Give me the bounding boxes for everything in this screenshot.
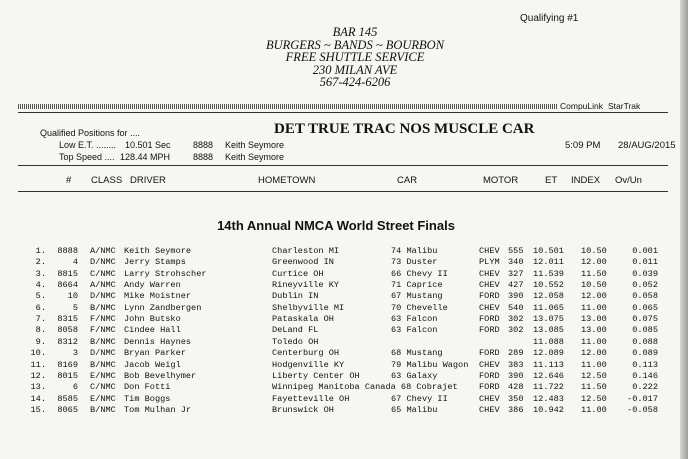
- table-cell-car: 71 Caprice: [391, 280, 443, 291]
- table-cell-class: B/NMC: [90, 359, 116, 370]
- table-cell-number: 8312: [57, 336, 78, 347]
- table-cell-et: 13.075: [533, 314, 564, 325]
- table-cell-class: A/NMC: [90, 246, 116, 256]
- header-line: 230 MILAN AVE: [312, 62, 398, 77]
- table-cell-number: 8664: [57, 280, 78, 291]
- table-cell-et: 11.065: [533, 302, 564, 313]
- table-cell-make: CHEV: [479, 246, 500, 256]
- table-cell-ovun: 0.088: [632, 336, 658, 347]
- table-cell-driver: Keith Seymore: [124, 246, 192, 256]
- qualified-title: Qualified Positions for ....: [40, 128, 141, 138]
- table-cell-ovun: 0.075: [632, 314, 658, 325]
- table-cell-class: D/NMC: [90, 291, 116, 302]
- low-et-value: 10.501 Sec: [125, 140, 171, 150]
- table-cell-class: D/NMC: [90, 257, 116, 268]
- low-et-car: 8888: [193, 140, 214, 150]
- table-cell-ovun: 0.011: [632, 257, 658, 268]
- table-cell-class: F/NMC: [90, 325, 116, 336]
- section-title: [0, 218, 688, 233]
- software-name-compulink: CompuLink: [560, 101, 603, 111]
- table-cell-car: 79 Malibu Wagon: [391, 359, 469, 370]
- table-row: [0, 405, 688, 416]
- table-cell-make: CHEV: [479, 280, 500, 291]
- table-cell-ovun: 0.001: [632, 246, 658, 256]
- table-cell-make: FORD: [479, 325, 500, 336]
- table-cell-class: F/NMC: [90, 314, 116, 325]
- col-header-hometown: HOMETOWN: [258, 175, 316, 186]
- divider-line: [18, 191, 668, 192]
- col-header-motor: MOTOR: [483, 175, 519, 186]
- table-row: [0, 382, 688, 393]
- header-line: BAR 145: [332, 25, 378, 39]
- table-cell-pos: 6.: [35, 302, 46, 313]
- table-cell-et: 11.113: [533, 359, 564, 370]
- table-cell-pos: 3.: [35, 268, 46, 279]
- col-header-car: CAR: [397, 175, 418, 186]
- table-cell-index: 12.00: [581, 291, 607, 302]
- table-cell-pos: 8.: [35, 325, 46, 336]
- table-cell-pos: 10.: [30, 348, 46, 359]
- table-cell-hometown: Winnipeg Manitoba Canada 68 Cobrajet: [272, 382, 458, 393]
- table-cell-driver: Jerry Stamps: [124, 257, 186, 268]
- table-cell-hometown: Greenwood IN: [272, 257, 334, 268]
- header-line: BURGERS ~ BANDS ~ BOURBON: [265, 37, 445, 52]
- table-cell-number: 8585: [57, 393, 78, 404]
- table-cell-number: 8888: [57, 246, 78, 256]
- table-cell-index: 11.50: [581, 382, 607, 393]
- table-cell-index: 10.50: [581, 280, 607, 291]
- table-cell-et: 12.483: [533, 393, 564, 404]
- header-line: FREE SHUTTLE SERVICE: [285, 50, 425, 65]
- table-cell-ovun: 0.065: [632, 302, 658, 313]
- table-cell-et: 10.942: [533, 404, 564, 415]
- top-speed-car: 8888: [193, 152, 214, 162]
- table-cell-ovun: 0.089: [632, 348, 658, 359]
- table-cell-car: 73 Duster: [391, 257, 438, 268]
- table-cell-car: 67 Mustang: [391, 291, 443, 302]
- event-time: 5:09 PM: [565, 140, 601, 151]
- table-cell-cid: 540: [508, 302, 524, 313]
- table-cell-number: 3: [72, 348, 78, 359]
- table-cell-car: 63 Galaxy: [391, 370, 438, 381]
- table-cell-hometown: Pataskala OH: [272, 314, 334, 325]
- header-line: 567-424-6206: [319, 75, 391, 90]
- table-cell-pos: 5.: [35, 291, 46, 302]
- table-row: [0, 337, 688, 348]
- col-header-et: ET: [545, 175, 558, 186]
- table-row: [0, 360, 688, 371]
- table-cell-hometown: Hodgenville KY: [272, 359, 345, 370]
- table-cell-make: CHEV: [479, 359, 500, 370]
- low-et-driver: Keith Seymore: [225, 140, 285, 150]
- table-cell-driver: Tim Boggs: [124, 393, 171, 404]
- table-cell-number: 8815: [57, 268, 78, 279]
- table-cell-et: 10.552: [533, 280, 564, 291]
- table-cell-car: 67 Chevy II: [391, 393, 448, 404]
- table-cell-index: 12.50: [581, 370, 607, 381]
- table-cell-pos: 4.: [35, 280, 46, 291]
- table-cell-pos: 1.: [35, 246, 46, 256]
- table-cell-index: 11.00: [581, 336, 607, 347]
- table-cell-class: B/NMC: [90, 336, 116, 347]
- table-cell-et: 12.089: [533, 348, 564, 359]
- table-cell-et: 12.058: [533, 291, 564, 302]
- table-cell-car: 68 Mustang: [391, 348, 443, 359]
- table-cell-car: 74 Malibu: [391, 246, 438, 256]
- table-cell-cid: 390: [508, 291, 524, 302]
- table-cell-number: 8058: [57, 325, 78, 336]
- table-cell-index: 11.50: [581, 268, 607, 279]
- col-header-pos: #: [66, 175, 72, 186]
- table-cell-pos: 11.: [30, 359, 46, 370]
- table-cell-hometown: Liberty Center OH: [272, 370, 360, 381]
- table-cell-make: CHEV: [479, 404, 500, 415]
- table-row: [0, 348, 688, 359]
- table-cell-pos: 7.: [35, 314, 46, 325]
- table-cell-hometown: Dublin IN: [272, 291, 319, 302]
- table-cell-make: FORD: [479, 370, 500, 381]
- table-cell-class: C/NMC: [90, 268, 116, 279]
- table-cell-driver: Bryan Parker: [124, 348, 186, 359]
- table-cell-number: 10: [67, 291, 78, 302]
- top-speed-label: Top Speed ....: [59, 152, 115, 162]
- table-cell-driver: John Butsko: [124, 314, 181, 325]
- table-cell-cid: 427: [508, 280, 524, 291]
- table-cell-ovun: 0.222: [632, 382, 658, 393]
- table-cell-car: 65 Malibu: [391, 404, 438, 415]
- table-cell-class: E/NMC: [90, 393, 116, 404]
- table-cell-hometown: Centerburg OH: [272, 348, 340, 359]
- table-cell-ovun: -0.058: [627, 404, 658, 415]
- table-cell-driver: Jacob Weigl: [124, 359, 181, 370]
- table-cell-ovun: 0.052: [632, 280, 658, 291]
- table-cell-number: 6: [72, 382, 78, 393]
- table-cell-hometown: Fayetteville OH: [272, 393, 350, 404]
- table-cell-hometown: Brunswick OH: [272, 404, 334, 415]
- table-cell-class: C/NMC: [90, 382, 116, 393]
- table-cell-cid: 350: [508, 393, 524, 404]
- table-cell-car: 63 Falcon: [391, 325, 438, 336]
- table-cell-ovun: 0.058: [632, 291, 658, 302]
- table-cell-cid: 428: [508, 382, 524, 393]
- table-cell-make: FORD: [479, 291, 500, 302]
- table-cell-driver: Dennis Haynes: [124, 336, 192, 347]
- table-cell-et: 13.085: [533, 325, 564, 336]
- table-cell-number: 8065: [57, 404, 78, 415]
- table-cell-number: 4: [72, 257, 78, 268]
- dotted-divider: [18, 104, 558, 109]
- event-title: DET TRUE TRAC NOS MUSCLE CAR: [274, 121, 535, 137]
- table-cell-hometown: Curtice OH: [272, 268, 324, 279]
- table-cell-index: 11.00: [581, 359, 607, 370]
- table-cell-pos: 12.: [30, 370, 46, 381]
- event-date: 28/AUG/2015: [618, 140, 676, 151]
- section-title-text: 14th Annual NMCA World Street Finals: [217, 218, 455, 233]
- table-cell-index: 11.00: [581, 302, 607, 313]
- table-cell-cid: 386: [508, 404, 524, 415]
- table-cell-driver: Andy Warren: [124, 280, 181, 291]
- table-cell-ovun: -0.017: [627, 393, 658, 404]
- table-cell-car: 63 Falcon: [391, 314, 438, 325]
- sponsor-header: [230, 26, 480, 89]
- table-cell-cid: 390: [508, 370, 524, 381]
- table-cell-ovun: 0.039: [632, 268, 658, 279]
- table-cell-hometown: Rineyville KY: [272, 280, 340, 291]
- table-cell-make: PLYM: [479, 257, 500, 268]
- table-row: [0, 246, 688, 257]
- table-row: [0, 325, 688, 336]
- table-row: [0, 371, 688, 382]
- table-cell-pos: 13.: [30, 382, 46, 393]
- qualifying-label: Qualifying #1: [520, 13, 579, 24]
- table-cell-cid: 302: [508, 314, 524, 325]
- table-cell-index: 12.50: [581, 393, 607, 404]
- table-row: [0, 394, 688, 405]
- table-row: [0, 314, 688, 325]
- table-cell-driver: Don Fotti: [124, 382, 171, 393]
- table-cell-class: D/NMC: [90, 348, 116, 359]
- software-name-startrak: StarTrak: [608, 101, 641, 111]
- table-cell-make: FORD: [479, 314, 500, 325]
- table-cell-driver: Bob Bevelhymer: [124, 370, 197, 381]
- table-cell-cid: 555: [508, 246, 524, 256]
- top-speed-driver: Keith Seymore: [225, 152, 285, 162]
- table-cell-et: 10.501: [533, 246, 564, 256]
- table-cell-driver: Tom Mulhan Jr: [124, 404, 192, 415]
- col-header-driver: DRIVER: [130, 175, 166, 186]
- table-cell-number: 8315: [57, 314, 78, 325]
- table-cell-et: 11.088: [533, 336, 564, 347]
- table-cell-hometown: Shelbyville MI: [272, 302, 345, 313]
- table-row: [0, 303, 688, 314]
- table-cell-ovun: 0.146: [632, 370, 658, 381]
- table-cell-class: B/NMC: [90, 404, 116, 415]
- top-speed-value: 128.44 MPH: [120, 152, 171, 162]
- table-cell-pos: 15.: [30, 404, 46, 415]
- col-header-ovun: Ov/Un: [615, 175, 642, 186]
- table-cell-make: FORD: [479, 348, 500, 359]
- table-cell-index: 10.50: [581, 246, 607, 256]
- table-row: [0, 280, 688, 291]
- table-cell-index: 12.00: [581, 257, 607, 268]
- table-row: [0, 269, 688, 280]
- table-cell-cid: 302: [508, 325, 524, 336]
- divider-line: [18, 165, 668, 166]
- table-cell-cid: 289: [508, 348, 524, 359]
- table-cell-car: 66 Chevy II: [391, 268, 448, 279]
- table-cell-index: 11.00: [581, 404, 607, 415]
- table-cell-pos: 14.: [30, 393, 46, 404]
- table-cell-hometown: Charleston MI: [272, 246, 340, 256]
- low-et-label: Low E.T. ........: [59, 140, 117, 150]
- table-cell-cid: 327: [508, 268, 524, 279]
- col-header-index: INDEX: [571, 175, 601, 186]
- table-cell-number: 5: [72, 302, 78, 313]
- table-cell-hometown: DeLand FL: [272, 325, 319, 336]
- table-cell-class: E/NMC: [90, 370, 116, 381]
- table-cell-class: A/NMC: [90, 280, 116, 291]
- table-cell-cid: 340: [508, 257, 524, 268]
- table-cell-make: CHEV: [479, 302, 500, 313]
- table-cell-hometown: Toledo OH: [272, 336, 319, 347]
- table-cell-driver: Mike Moistner: [124, 291, 192, 302]
- table-cell-ovun: 0.085: [632, 325, 658, 336]
- table-cell-ovun: 0.113: [632, 359, 658, 370]
- table-row: [0, 257, 688, 268]
- table-cell-make: CHEV: [479, 268, 500, 279]
- table-cell-car: 70 Chevelle: [391, 302, 448, 313]
- table-cell-driver: Cindee Hall: [124, 325, 181, 336]
- table-cell-driver: Lynn Zandbergen: [124, 302, 202, 313]
- table-cell-class: B/NMC: [90, 302, 116, 313]
- table-cell-index: 12.00: [581, 348, 607, 359]
- table-cell-cid: 383: [508, 359, 524, 370]
- table-row: [0, 291, 688, 302]
- table-cell-et: 11.539: [533, 268, 564, 279]
- col-header-class: CLASS: [91, 175, 123, 186]
- table-cell-number: 8015: [57, 370, 78, 381]
- table-cell-make: CHEV: [479, 393, 500, 404]
- table-cell-make: FORD: [479, 382, 500, 393]
- table-cell-et: 11.722: [533, 382, 564, 393]
- table-cell-et: 12.646: [533, 370, 564, 381]
- table-cell-index: 13.00: [581, 314, 607, 325]
- table-cell-et: 12.011: [533, 257, 564, 268]
- table-cell-pos: 9.: [35, 336, 46, 347]
- table-cell-index: 13.00: [581, 325, 607, 336]
- table-cell-number: 8169: [57, 359, 78, 370]
- table-cell-pos: 2.: [35, 257, 46, 268]
- table-cell-driver: Larry Strohscher: [124, 268, 207, 279]
- divider-line: [18, 112, 668, 113]
